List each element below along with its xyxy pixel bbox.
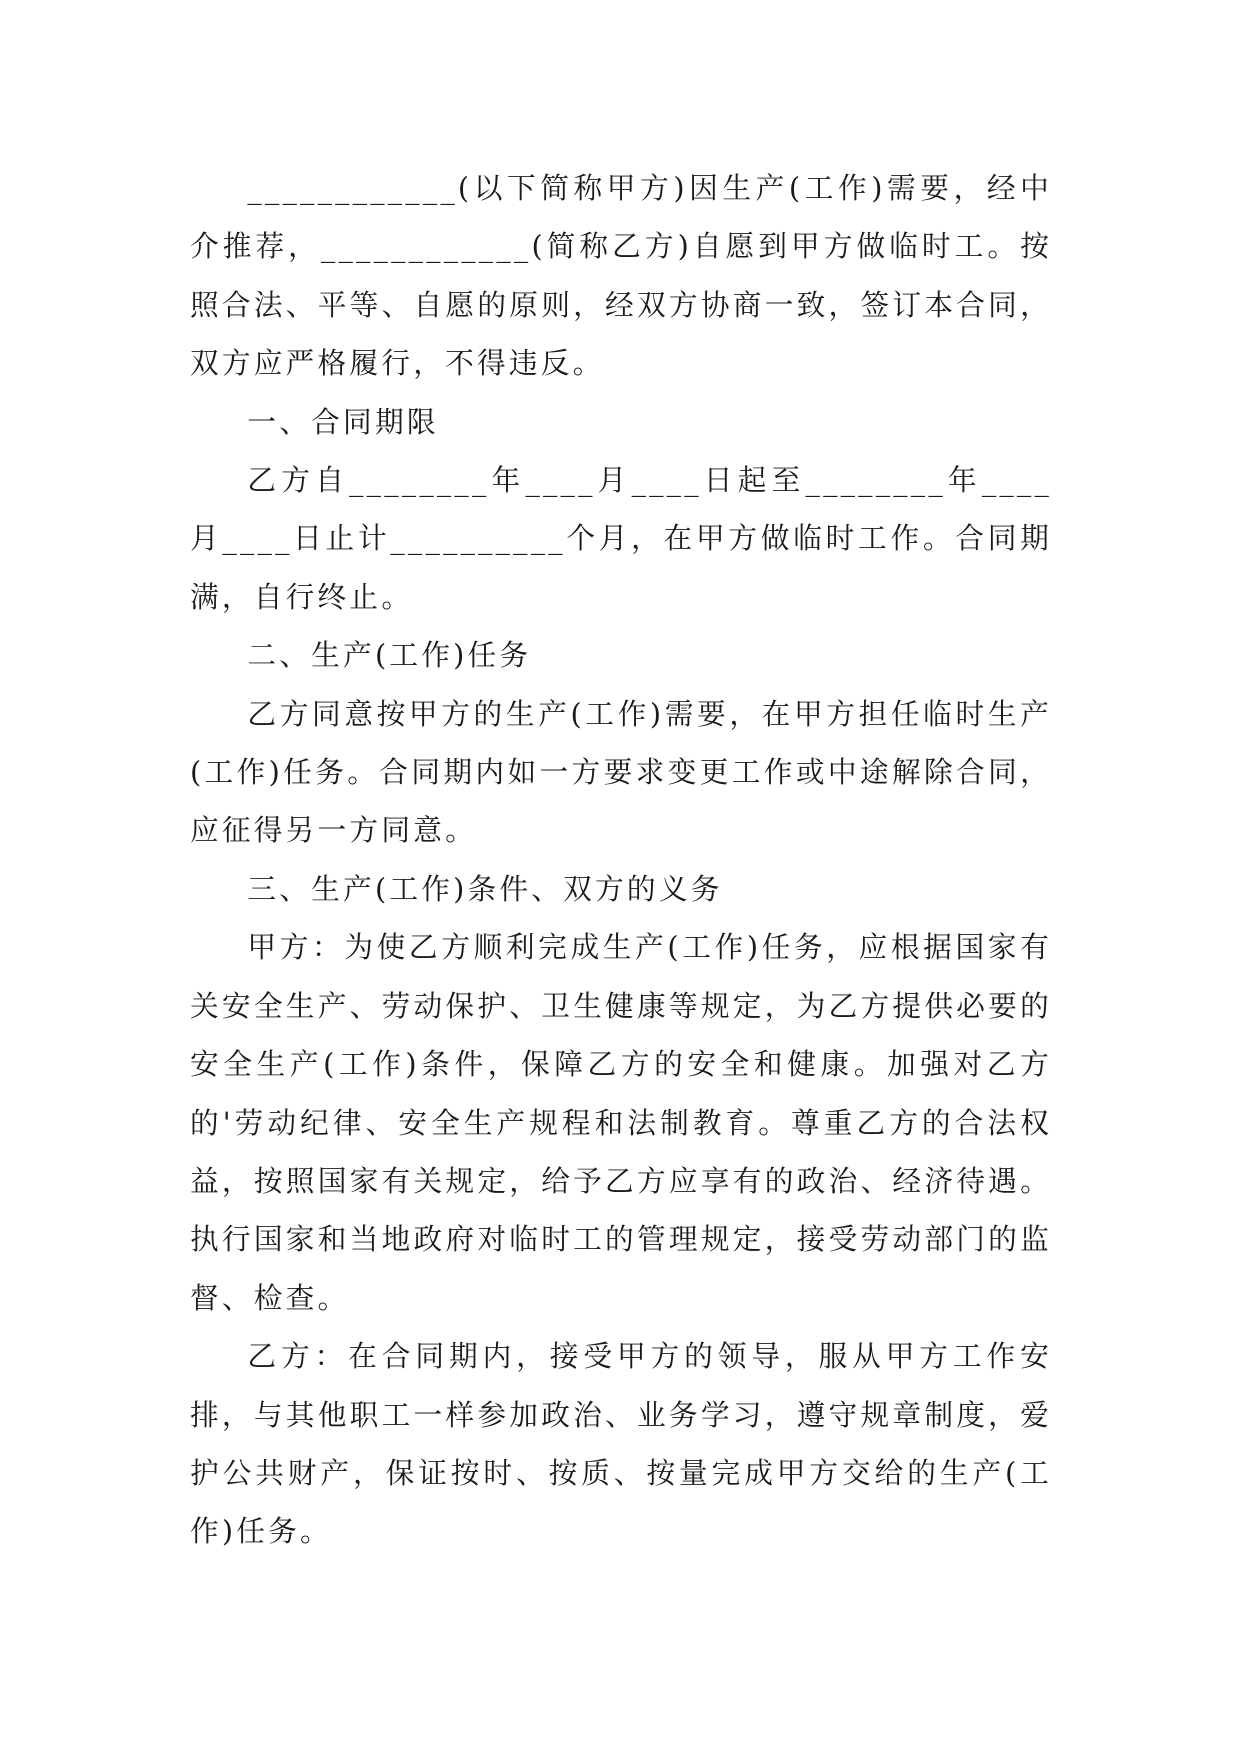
contract-page — [190, 159, 1052, 1561]
section-1-heading: 一、合同期限 — [247, 404, 439, 439]
section-1-body: 乙方自________年____月____日起至________年____月____日止计__________个月，在甲方做临时工作。合同期满，自行终止。 — [190, 463, 1052, 614]
intro-paragraph: ____________(以下简称甲方)因生产(工作)需要，经中介推荐，____________(简称乙方)自愿到甲方做临时工。按照合法、平等、自愿的原则，经双方协商一致，签订本合同，双方应严格履行，不得违反。 — [190, 171, 1052, 381]
section-3-heading: 三、生产(工作)条件、双方的义务 — [247, 871, 723, 906]
section-2-heading: 二、生产(工作)任务 — [247, 638, 532, 673]
section-3-party-a: 甲方：为使乙方顺利完成生产(工作)任务，应根据国家有关安全生产、劳动保护、卫生健康等规定，为乙方提供必要的安全生产(工作)条件，保障乙方的安全和健康。加强对乙方的'劳动纪律、安全生产规程和法制教育。尊重乙方的合法权益，按照国家有关规定，给予乙方应享有的政治、经济待遇。执行国家和当地政府对临时工的管理规定，接受劳动部门的监督、检查。 — [190, 930, 1052, 1315]
section-2-body: 乙方同意按甲方的生产(工作)需要，在甲方担任临时生产(工作)任务。合同期内如一方要求变更工作或中途解除合同，应征得另一方同意。 — [190, 696, 1052, 848]
section-3-party-b: 乙方：在合同期内，接受甲方的领导，服从甲方工作安排，与其他职工一样参加政治、业务学习，遵守规章制度，爱护公共财产，保证按时、按质、按量完成甲方交给的生产(工作)任务。 — [190, 1339, 1052, 1549]
